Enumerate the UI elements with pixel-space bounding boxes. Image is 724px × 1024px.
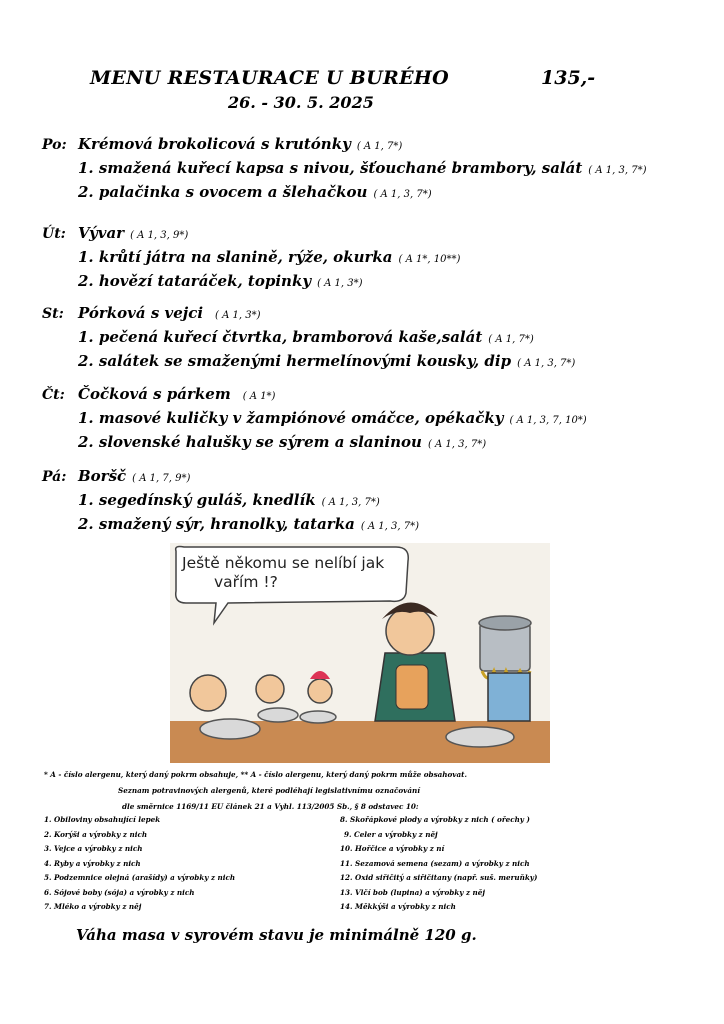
- allergen-item: 3. Vejce a výrobky z nich: [44, 844, 143, 853]
- meal-allergens: ( A 1, 3, 7*): [321, 497, 380, 508]
- soup-row: [42, 224, 702, 248]
- meal-name: 1. masové kuličky v žampiónové omáčce, opékačky: [78, 409, 504, 427]
- allergen-item: 6. Sójové boby (sója) a výrobky z nich: [44, 887, 195, 897]
- child-figure: [190, 675, 226, 711]
- meal-allergens: ( A 1, 3, 7*): [588, 165, 647, 176]
- day-label: St:: [42, 306, 64, 322]
- soup-name: Boršč: [78, 467, 127, 485]
- meal-row: [42, 433, 702, 457]
- soup-bowl: [200, 719, 260, 739]
- speech-text-line1: Ještě někomu se nelíbí jak: [182, 554, 385, 572]
- soup-row: [42, 385, 702, 409]
- allergen-item: 7. Mléko a výrobky z něj: [44, 902, 142, 911]
- soup-row: [42, 135, 702, 159]
- allergen-item: 9. Celer a výrobky z něj: [344, 829, 438, 839]
- meal-allergens: ( A 1, 3, 7*): [517, 358, 576, 369]
- speech-text-line2: vařím !?: [214, 573, 278, 591]
- meal-name: 1. smažená kuřecí kapsa s nivou, šťouchané brambory, salát: [78, 159, 583, 177]
- day-monday: [42, 135, 702, 207]
- soup-bowl: [300, 711, 336, 723]
- meal-allergens: ( A 1, 3, 7*): [360, 521, 419, 532]
- meal-name: 1. segedínský guláš, knedlík: [78, 491, 316, 509]
- day-friday: [42, 467, 702, 539]
- pot-rim: [479, 616, 531, 630]
- meal-row: [42, 352, 702, 376]
- day-tuesday: [42, 224, 702, 296]
- menu-date-range: 26. - 30. 5. 2025: [228, 93, 374, 112]
- meat-weight-note: Váha masa v syrovém stavu je minimálně 120 g.: [76, 926, 477, 944]
- soup-name: Pórková s vejci: [78, 304, 204, 322]
- child-figure: [256, 675, 284, 703]
- allergen-note-line3: dle směrnice 1169/11 EU článek 21 a Vyhl. 113/2005 Sb., § 8 odstavec 10:: [122, 802, 419, 811]
- meal-allergens: ( A 1, 3, 7, 10*): [509, 415, 587, 426]
- day-label: Út:: [42, 226, 66, 242]
- soup-bowl: [446, 727, 514, 747]
- soup-allergens: ( A 1, 7, 9*): [132, 473, 191, 484]
- meal-name: 2. hovězí tataráček, topinky: [78, 272, 312, 290]
- meal-allergens: ( A 1, 3*): [317, 278, 363, 289]
- allergen-item: 11. Sezamová semena (sezam) a výrobky z nich: [340, 858, 530, 868]
- menu-price: 135,-: [541, 67, 596, 89]
- soup-bowl: [258, 708, 298, 722]
- meal-row: [42, 248, 702, 272]
- day-thursday: [42, 385, 702, 457]
- child-figure: [308, 679, 332, 703]
- soup-name: Čočková s párkem: [78, 385, 231, 403]
- soup-allergens: ( A 1, 3, 9*): [130, 230, 189, 241]
- apron: [396, 665, 428, 709]
- meal-row: [42, 183, 702, 207]
- meal-name: 1. pečená kuřecí čtvrtka, bramborová kaše,salát: [78, 328, 483, 346]
- meal-name: 2. salátek se smaženými hermelínovými kousky, dip: [78, 352, 512, 370]
- allergen-item: 13. Vlčí bob (lupina) a výrobky z něj: [340, 887, 485, 897]
- meal-allergens: ( A 1, 3, 7*): [373, 189, 432, 200]
- allergen-note-line1: * A - číslo alergenu, který daný pokrm obsahuje, ** A - číslo alergenu, který daný pokrm může obsahovat.: [44, 770, 467, 779]
- meal-row: [42, 515, 702, 539]
- meal-allergens: ( A 1, 7*): [488, 334, 534, 345]
- day-label: Čt:: [42, 387, 65, 403]
- cook-head: [386, 607, 434, 655]
- meal-allergens: ( A 1, 3, 7*): [427, 439, 487, 450]
- allergen-item: 8. Skořápkové plody a výrobky z nich ( ořechy ): [340, 815, 530, 824]
- allergen-item: 14. Měkkýši a výrobky z nich: [340, 902, 456, 911]
- meal-allergens: ( A 1*, 10**): [398, 254, 461, 265]
- allergen-item: 4. Ryby a výrobky z nich: [44, 858, 141, 868]
- soup-row: [42, 467, 702, 491]
- cartoon-drawing: [170, 543, 550, 763]
- meal-name: 2. palačinka s ovocem a šlehačkou: [78, 183, 368, 201]
- meal-row: [42, 409, 702, 433]
- meal-name: 2. slovenské halušky se sýrem a slaninou: [78, 433, 422, 451]
- menu-title: MENU RESTAURACE U BURÉHO: [90, 67, 450, 89]
- soup-allergens: ( A 1, 7*): [356, 141, 403, 152]
- allergen-item: 2. Korýši a výrobky z nich: [44, 829, 148, 839]
- soup-allergens: ( A 1*): [242, 391, 276, 402]
- soup-name: Vývar: [78, 224, 125, 242]
- meal-row: [42, 272, 702, 296]
- allergen-item: 5. Podzemnice olejná (arašídy) a výrobky z nich: [44, 873, 236, 882]
- soup-allergens: ( A 1, 3*): [215, 310, 261, 321]
- soup-name: Krémová brokolicová s krutónky: [78, 135, 351, 153]
- day-wednesday: [42, 304, 702, 376]
- cartoon-illustration: [170, 543, 550, 763]
- pot-head-figure: [488, 673, 530, 721]
- allergen-list-left: [44, 815, 235, 917]
- allergen-item: 1. Obiloviny obsahující lepek: [44, 815, 161, 824]
- allergen-list-right: [340, 815, 537, 917]
- meal-name: 2. smažený sýr, hranolky, tatarka: [78, 515, 355, 533]
- day-label: Pá:: [42, 469, 67, 485]
- soup-row: [42, 304, 702, 328]
- allergen-item: 10. Hořčice a výrobky z ní: [340, 844, 445, 853]
- day-label: Po:: [42, 137, 67, 153]
- meal-row: [42, 328, 702, 352]
- allergen-note-line2: Seznam potravinových alergenů, které podléhají legislativnímu označování: [118, 786, 420, 795]
- meal-row: [42, 491, 702, 515]
- meal-row: [42, 159, 702, 183]
- allergen-item: 12. Oxid siřičitý a siřičitany (např. suš. meruňky): [340, 873, 538, 882]
- meal-name: 1. krůtí játra na slanině, rýže, okurka: [78, 248, 393, 266]
